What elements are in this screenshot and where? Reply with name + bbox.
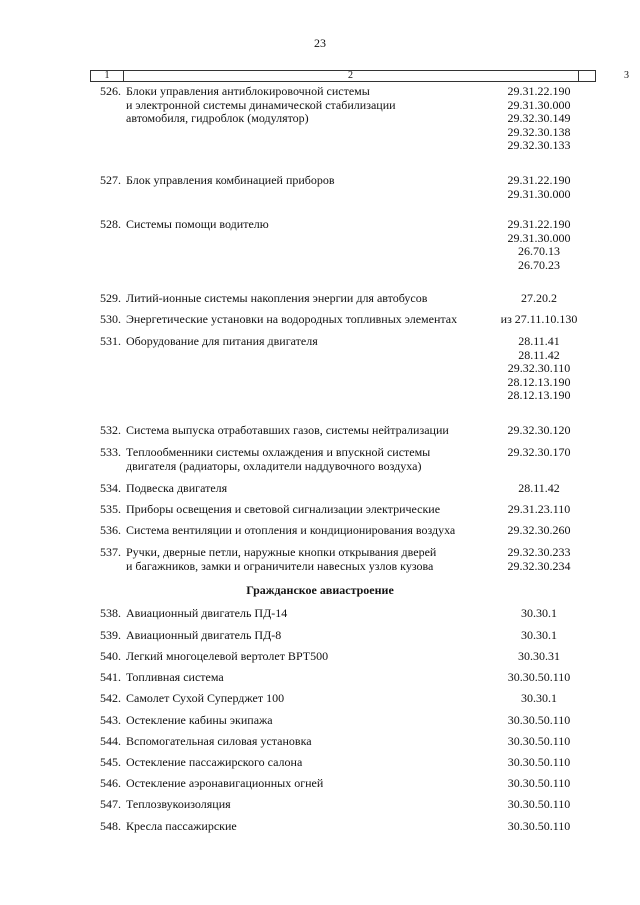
- row-description: [126, 174, 496, 188]
- row-number: 544.: [100, 734, 121, 748]
- okpd-code: 30.30.50.110: [507, 713, 571, 727]
- row-description: [126, 292, 496, 306]
- okpd-code: 29.31.22.190: [507, 217, 571, 231]
- okpd-code: 30.30.50.110: [507, 670, 571, 684]
- description-line: Оборудование для питания двигателя: [126, 334, 318, 348]
- description-line: Подвеска двигателя: [126, 481, 228, 495]
- description-line: Топливная система: [126, 670, 224, 684]
- row-description: [126, 607, 496, 621]
- row-description: [126, 335, 496, 349]
- row-codes: [500, 777, 578, 791]
- description-line: Остекление пассажирского салона: [126, 755, 303, 769]
- row-description: [126, 424, 496, 438]
- row-number: 540.: [100, 649, 121, 663]
- okpd-code: 29.32.30.110: [507, 361, 571, 375]
- description-line: и багажников, замки и ограничители навесных узлов кузова: [126, 558, 434, 573]
- row-number: 543.: [100, 713, 121, 727]
- okpd-code: 26.70.13: [518, 244, 560, 258]
- row-description: [126, 446, 496, 473]
- okpd-code: 28.12.13.190: [507, 374, 571, 389]
- okpd-code: 30.30.50.110: [507, 819, 571, 833]
- okpd-code: 28.12.13.190: [507, 388, 571, 402]
- row-number: 527.: [100, 173, 121, 187]
- row-description: [126, 650, 496, 664]
- description-line: Легкий многоцелевой вертолет ВРТ500: [126, 649, 329, 663]
- okpd-code: 30.30.50.110: [507, 734, 571, 748]
- description-line: Ручки, дверные петли, наружные кнопки открывания дверей: [126, 545, 437, 559]
- row-number: 536.: [100, 523, 121, 537]
- row-codes: [500, 85, 578, 153]
- row-description: [126, 85, 496, 126]
- okpd-code: 29.32.30.234: [507, 558, 571, 573]
- header-col-2: 2: [123, 71, 579, 81]
- okpd-code: 29.31.22.190: [507, 84, 571, 98]
- okpd-code: 30.30.50.110: [507, 797, 571, 811]
- row-description: [126, 714, 496, 728]
- okpd-code: 29.31.30.000: [507, 97, 571, 112]
- description-line: Энергетические установки на водородных топливных элементах: [126, 312, 458, 326]
- header-col-3: 3: [624, 70, 629, 81]
- okpd-code: 30.30.1: [521, 606, 557, 620]
- okpd-code: 28.11.42: [518, 481, 560, 495]
- row-description: [126, 629, 496, 643]
- row-codes: [500, 524, 578, 538]
- description-line: Теплообменники системы охлаждения и впускной системы: [126, 445, 431, 459]
- okpd-code: из 27.11.10.130: [500, 312, 578, 326]
- okpd-code: 26.70.23: [518, 257, 560, 272]
- row-number: 532.: [100, 423, 121, 437]
- row-number: 534.: [100, 481, 121, 495]
- description-line: Блоки управления антиблокировочной системы: [126, 84, 370, 98]
- description-line: автомобиля, гидроблок (модулятор): [126, 111, 309, 125]
- row-description: [126, 820, 496, 834]
- row-codes: [500, 503, 578, 517]
- okpd-code: 29.31.22.190: [507, 173, 571, 187]
- okpd-code: 27.20.2: [521, 291, 557, 305]
- section-title: Гражданское авиастроение: [246, 583, 394, 597]
- row-number: 533.: [100, 445, 121, 459]
- description-line: Приборы освещения и световой сигнализации электрические: [126, 502, 441, 516]
- row-codes: [500, 629, 578, 643]
- row-description: [126, 546, 496, 573]
- row-number: 538.: [100, 606, 121, 620]
- row-description: [126, 798, 496, 812]
- row-number: 546.: [100, 776, 121, 790]
- okpd-code: 30.30.1: [521, 691, 557, 705]
- table-header: [90, 70, 629, 82]
- okpd-code: 30.30.1: [521, 628, 557, 642]
- header-col-3-cell: [578, 71, 595, 81]
- row-codes: [500, 820, 578, 834]
- description-line: Кресла пассажирские: [126, 819, 237, 833]
- row-codes: [500, 607, 578, 621]
- page-number: 23: [314, 36, 326, 50]
- okpd-code: 29.32.30.138: [507, 124, 571, 139]
- row-number: 547.: [100, 797, 121, 811]
- row-codes: [500, 335, 578, 403]
- okpd-code: 29.32.30.233: [507, 545, 571, 559]
- description-line: Авиационный двигатель ПД-14: [126, 606, 288, 620]
- row-codes: [500, 292, 578, 306]
- row-codes: [500, 735, 578, 749]
- okpd-code: 29.31.23.110: [507, 502, 571, 516]
- row-codes: [500, 482, 578, 496]
- description-line: двигателя (радиаторы, охладители наддувочного воздуха): [126, 458, 422, 473]
- row-description: [126, 218, 496, 232]
- row-description: [126, 313, 496, 327]
- row-codes: [500, 650, 578, 664]
- description-line: Вспомогательная силовая установка: [126, 734, 312, 748]
- row-codes: [500, 546, 578, 573]
- row-codes: [500, 692, 578, 706]
- okpd-code: 29.32.30.133: [507, 138, 571, 152]
- row-description: [126, 482, 496, 496]
- description-line: Остекление аэронавигационных огней: [126, 776, 324, 790]
- row-number: 545.: [100, 755, 121, 769]
- okpd-code: 29.32.30.260: [507, 523, 571, 537]
- description-line: Теплозвукоизоляция: [126, 797, 231, 811]
- row-codes: [500, 313, 578, 327]
- okpd-code: 29.31.30.000: [507, 186, 571, 201]
- description-line: Система выпуска отработавших газов, системы нейтрализации: [126, 423, 449, 437]
- row-codes: [500, 446, 578, 460]
- row-description: [126, 671, 496, 685]
- row-description: [126, 503, 496, 517]
- row-number: 529.: [100, 291, 121, 305]
- description-line: Система вентиляции и отопления и кондиционирования воздуха: [126, 523, 456, 537]
- okpd-code: 28.11.41: [518, 334, 560, 348]
- description-line: Авиационный двигатель ПД-8: [126, 628, 282, 642]
- row-codes: [500, 756, 578, 770]
- description-line: Остекление кабины экипажа: [126, 713, 273, 727]
- row-codes: [500, 174, 578, 201]
- row-description: [126, 735, 496, 749]
- row-codes: [500, 714, 578, 728]
- row-number: 531.: [100, 334, 121, 348]
- okpd-code: 30.30.31: [518, 649, 560, 663]
- row-number: 537.: [100, 545, 121, 559]
- okpd-code: 29.32.30.120: [507, 423, 571, 437]
- row-description: [126, 756, 496, 770]
- row-codes: [500, 671, 578, 685]
- row-number: 542.: [100, 691, 121, 705]
- row-description: [126, 692, 496, 706]
- description-line: и электронной системы динамической стабилизации: [126, 97, 396, 112]
- row-codes: [500, 218, 578, 272]
- okpd-code: 30.30.50.110: [507, 776, 571, 790]
- okpd-code: 30.30.50.110: [507, 755, 571, 769]
- row-number: 530.: [100, 312, 121, 326]
- row-number: 526.: [100, 84, 121, 98]
- row-number: 528.: [100, 217, 121, 231]
- row-number: 535.: [100, 502, 121, 516]
- description-line: Системы помощи водителю: [126, 217, 269, 231]
- row-number: 548.: [100, 819, 121, 833]
- description-line: Блок управления комбинацией приборов: [126, 173, 335, 187]
- okpd-code: 29.32.30.149: [507, 111, 571, 125]
- row-description: [126, 777, 496, 791]
- description-line: Литий-ионные системы накопления энергии для автобусов: [126, 291, 428, 305]
- row-codes: [500, 798, 578, 812]
- okpd-code: 29.32.30.170: [507, 445, 571, 459]
- header-col-1: 1: [91, 71, 124, 81]
- okpd-code: 29.31.30.000: [507, 230, 571, 245]
- row-number: 539.: [100, 628, 121, 642]
- row-number: 541.: [100, 670, 121, 684]
- row-codes: [500, 424, 578, 438]
- row-description: [126, 524, 496, 538]
- description-line: Самолет Сухой Суперджет 100: [126, 691, 285, 705]
- okpd-code: 28.11.42: [518, 347, 560, 362]
